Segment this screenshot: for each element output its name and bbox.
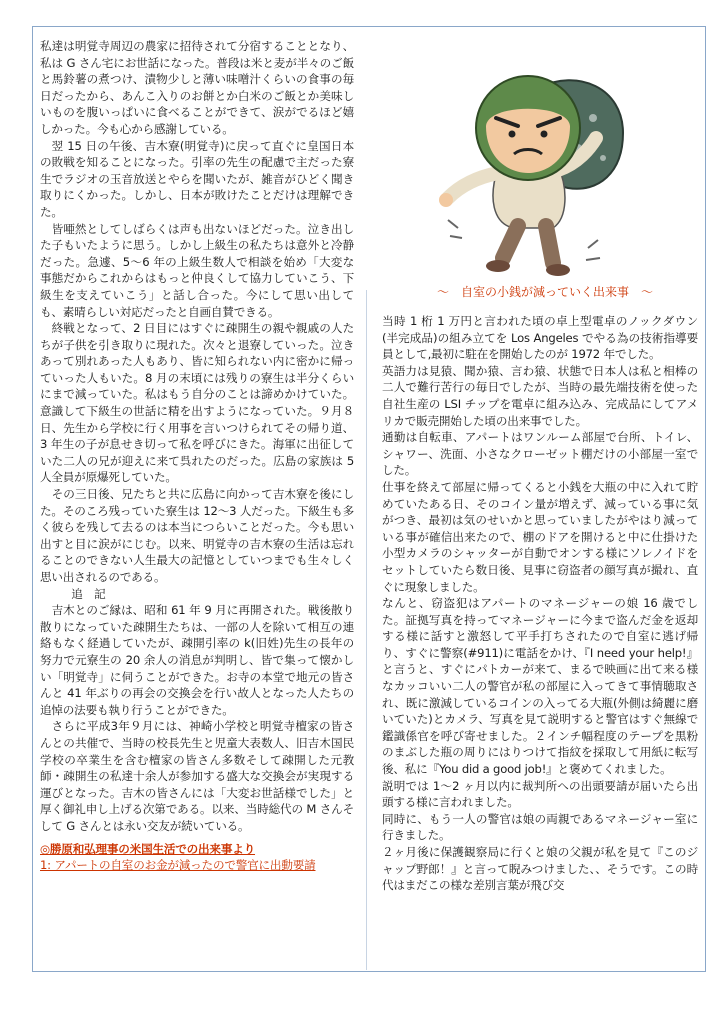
left-column — [40, 38, 354, 874]
thief-with-loot-bag-icon — [418, 48, 648, 278]
illustration-caption: ～ 自室の小銭が減っていく出来事 ～ — [436, 285, 653, 299]
right-paragraph: 仕事を終えて部屋に帰ってくると小銭を大瓶の中に入れて貯めていたある日、そのコイン量が増えず、減っている事に気がつき、最初は気のせいかと思っていましたがやはり減っている事が確信出来たので、棚のドアを開けると中に仕掛けた小型カメラのシャッターが自動でオンする様にソレノイドをセットしていたら数日後、見事に窃盗者の顔写真が撮れ、直ぐに現象しました。 — [382, 479, 698, 594]
postscript-paragraph: さらに平成3年９月には、神崎小学校と明覚寺檀家の皆さんとの共催で、当時の校長先生と児童大表数人、旧吉木国民学校の卒業生を含む檀家の皆さん多数そして疎開した元教師・疎開生の私達十余人が参加する盛大な交換会が実現する運びとなった。吉木の皆さんには「大変お世話様でした」と厚く御礼申し上げる次第である。以来、当時総代の M さんそして G さんとは永い交友が続いている。 — [40, 719, 354, 833]
right-paragraph: 通勤は自転車、アパートはワンルーム部屋で台所、トイレ、シャワー、洗面、小さなクローゼット棚だけの小部屋一室でした。 — [382, 430, 698, 478]
right-paragraph: 当時 1 桁 1 万円と言われた頃の卓上型電卓のノックダウン(半完成品)の組み立てを Los Angeles でやる為の技術指導要員として,最初に駐在を開始したのが 1972 年でした。 — [382, 314, 698, 362]
section-heading: ◎勝原和弘理事の米国生活での出来事より — [40, 841, 256, 856]
right-paragraph: ２ヶ月後に保護観察局に行くと娘の父親が私を見て『このジャップ野郎！』と言って睨みつけました、、そうです。この時代はまだこの様な差別言葉が飛び交 — [382, 845, 698, 893]
right-paragraph: 説明では 1～2 ヶ月以内に裁判所への出頭要請が届いたら出頭する様に言われました。 — [382, 778, 698, 810]
left-paragraph: 私達は明覚寺周辺の農家に招待されて分宿することとなり、私は G さん宅にお世話になった。普段は米と麦が半々のご飯と馬鈴薯の煮つけ、漬物少しと薄い味噌汁くらいの食事の毎日だったから、あんこ入りのお餅とか白米のご飯とか美味しいものを腹いっぱいに食べることができて、涙がでるほど嬉しかった。今も心から感謝している。 — [40, 39, 354, 136]
left-paragraph: 翌 15 日の午後、吉木寮(明覚寺)に戻って直ぐに皇国日本の敗戦を知ることになった。引率の先生の配慮で主だった寮生でラジオの玉音放送とやらを聞いたが、雑音がひどく聞き取りにくかった。しかし、日本が敗けたことだけは理解できた。 — [40, 138, 354, 219]
left-paragraph: その三日後、兄たちと共に広島に向かって吉木寮を後にした。そのころ残っていた寮生は 12～3 人だった。下級生も多く彼らを残して去るのは本当につらいことだった。今も思い出すと目に涙がにじむ。以来、明覚寺の吉木寮の生活は忘れることのできない人生最大の記憶としていつまでも生々しく思い出されるのである。 — [40, 487, 354, 584]
right-column — [382, 313, 698, 894]
postscript-paragraph: 吉木とのご縁は、昭和 61 年 9 月に再開された。戦後散り散りになっていた疎開生たちは、一部の人を除いて相互の連絡もなく経過していたが、疎開引率の k(旧姓)先生の長年の努力で元寮生の 20 余人の消息が判明し、皆で集って懐かしい「明覚寺」に伺うことができた。お寺の本堂で地元の皆さんと 41 年ぶりの再会の交換会を行い故人となった人たちの追悼の法要も執り行うことができた。 — [40, 603, 354, 717]
section-subheading: 1: アパートの自室のお金が減ったので警官に出動要請 — [40, 858, 316, 873]
right-paragraph: 英語力は見猿、聞か猿、言わ猿、状態で日本人は私と相棒の二人で難行苦行の毎日でしたが、当時の最先端技術を使った自社生産の LSI チップを電卓に組み込み、完成品にしてアメリカで販売開始した頃の出来事でした。 — [382, 363, 698, 428]
right-paragraph: 同時に、もう一人の警官は娘の両親であるマネージャー室に行きました。 — [382, 811, 698, 843]
left-paragraph: 終戦となって、2 日目にはすぐに疎開生の親や親戚の人たちが子供を引き取りに現れた。次々と退寮していった。泣きあって別れあった人もあり、皆に知られない内に密かに帰っていった人もいた。8 月の末頃には残りの寮生は半分くらいにまで減っていた。私はもう自分のことは諦めかけていた。意識して下級生の世話に精を出すようになっていた。９月８日、先生から学校に行く用事を言いつけられてその帰り道、3 年生の子が息せき切って私を呼びにきた。海軍に出征していた二人の兄が迎えに来て呉れたのだった。広島の家族は 5 人全員が原爆死していた。 — [40, 321, 354, 485]
postscript-title: 追 記 — [71, 586, 106, 601]
column-divider — [366, 290, 367, 970]
right-paragraph: なんと、窃盗犯はアパートのマネージャーの娘 16 歳でした。証拠写真を持ってマネージャーに今まで盗んだ金を返却する様に話すと激怒して平手打ちされたので自室に逃げ帰り、すぐに警察(#911)に電話をかけ、『I need your help!』と言うと、すぐにパトカーが来て、まるで映画に出て来る様なカッコいい二人の警官が私の部屋に入ってきて事情聴取され、既に激減しているコインの入ってる大瓶(外側は綺麗に磨いていた)とカメラ、写真を見て説明すると警官はすぐ無線で鑑識係官を呼び寄せました。２インチ幅程度のテープを黒粉のまぶした瓶の周りにはりつけて指紋を採取して用紙に転写後、私に『You did a good job!』と褒めてくれました。 — [382, 596, 698, 777]
left-paragraph: 皆唖然としてしばらくは声も出ないほどだった。泣き出した子もいたように思う。しかし上級生の私たちは意外と冷静だった。急遽、5～6 年の上級生数人で相談を始め「大変な事態だからこれからはもっと仲良くして協力していこう、下級生を支えていこう」と話し合った。今にして思い出しても、素晴らしい対応だったと自画自賛できる。 — [40, 221, 354, 319]
